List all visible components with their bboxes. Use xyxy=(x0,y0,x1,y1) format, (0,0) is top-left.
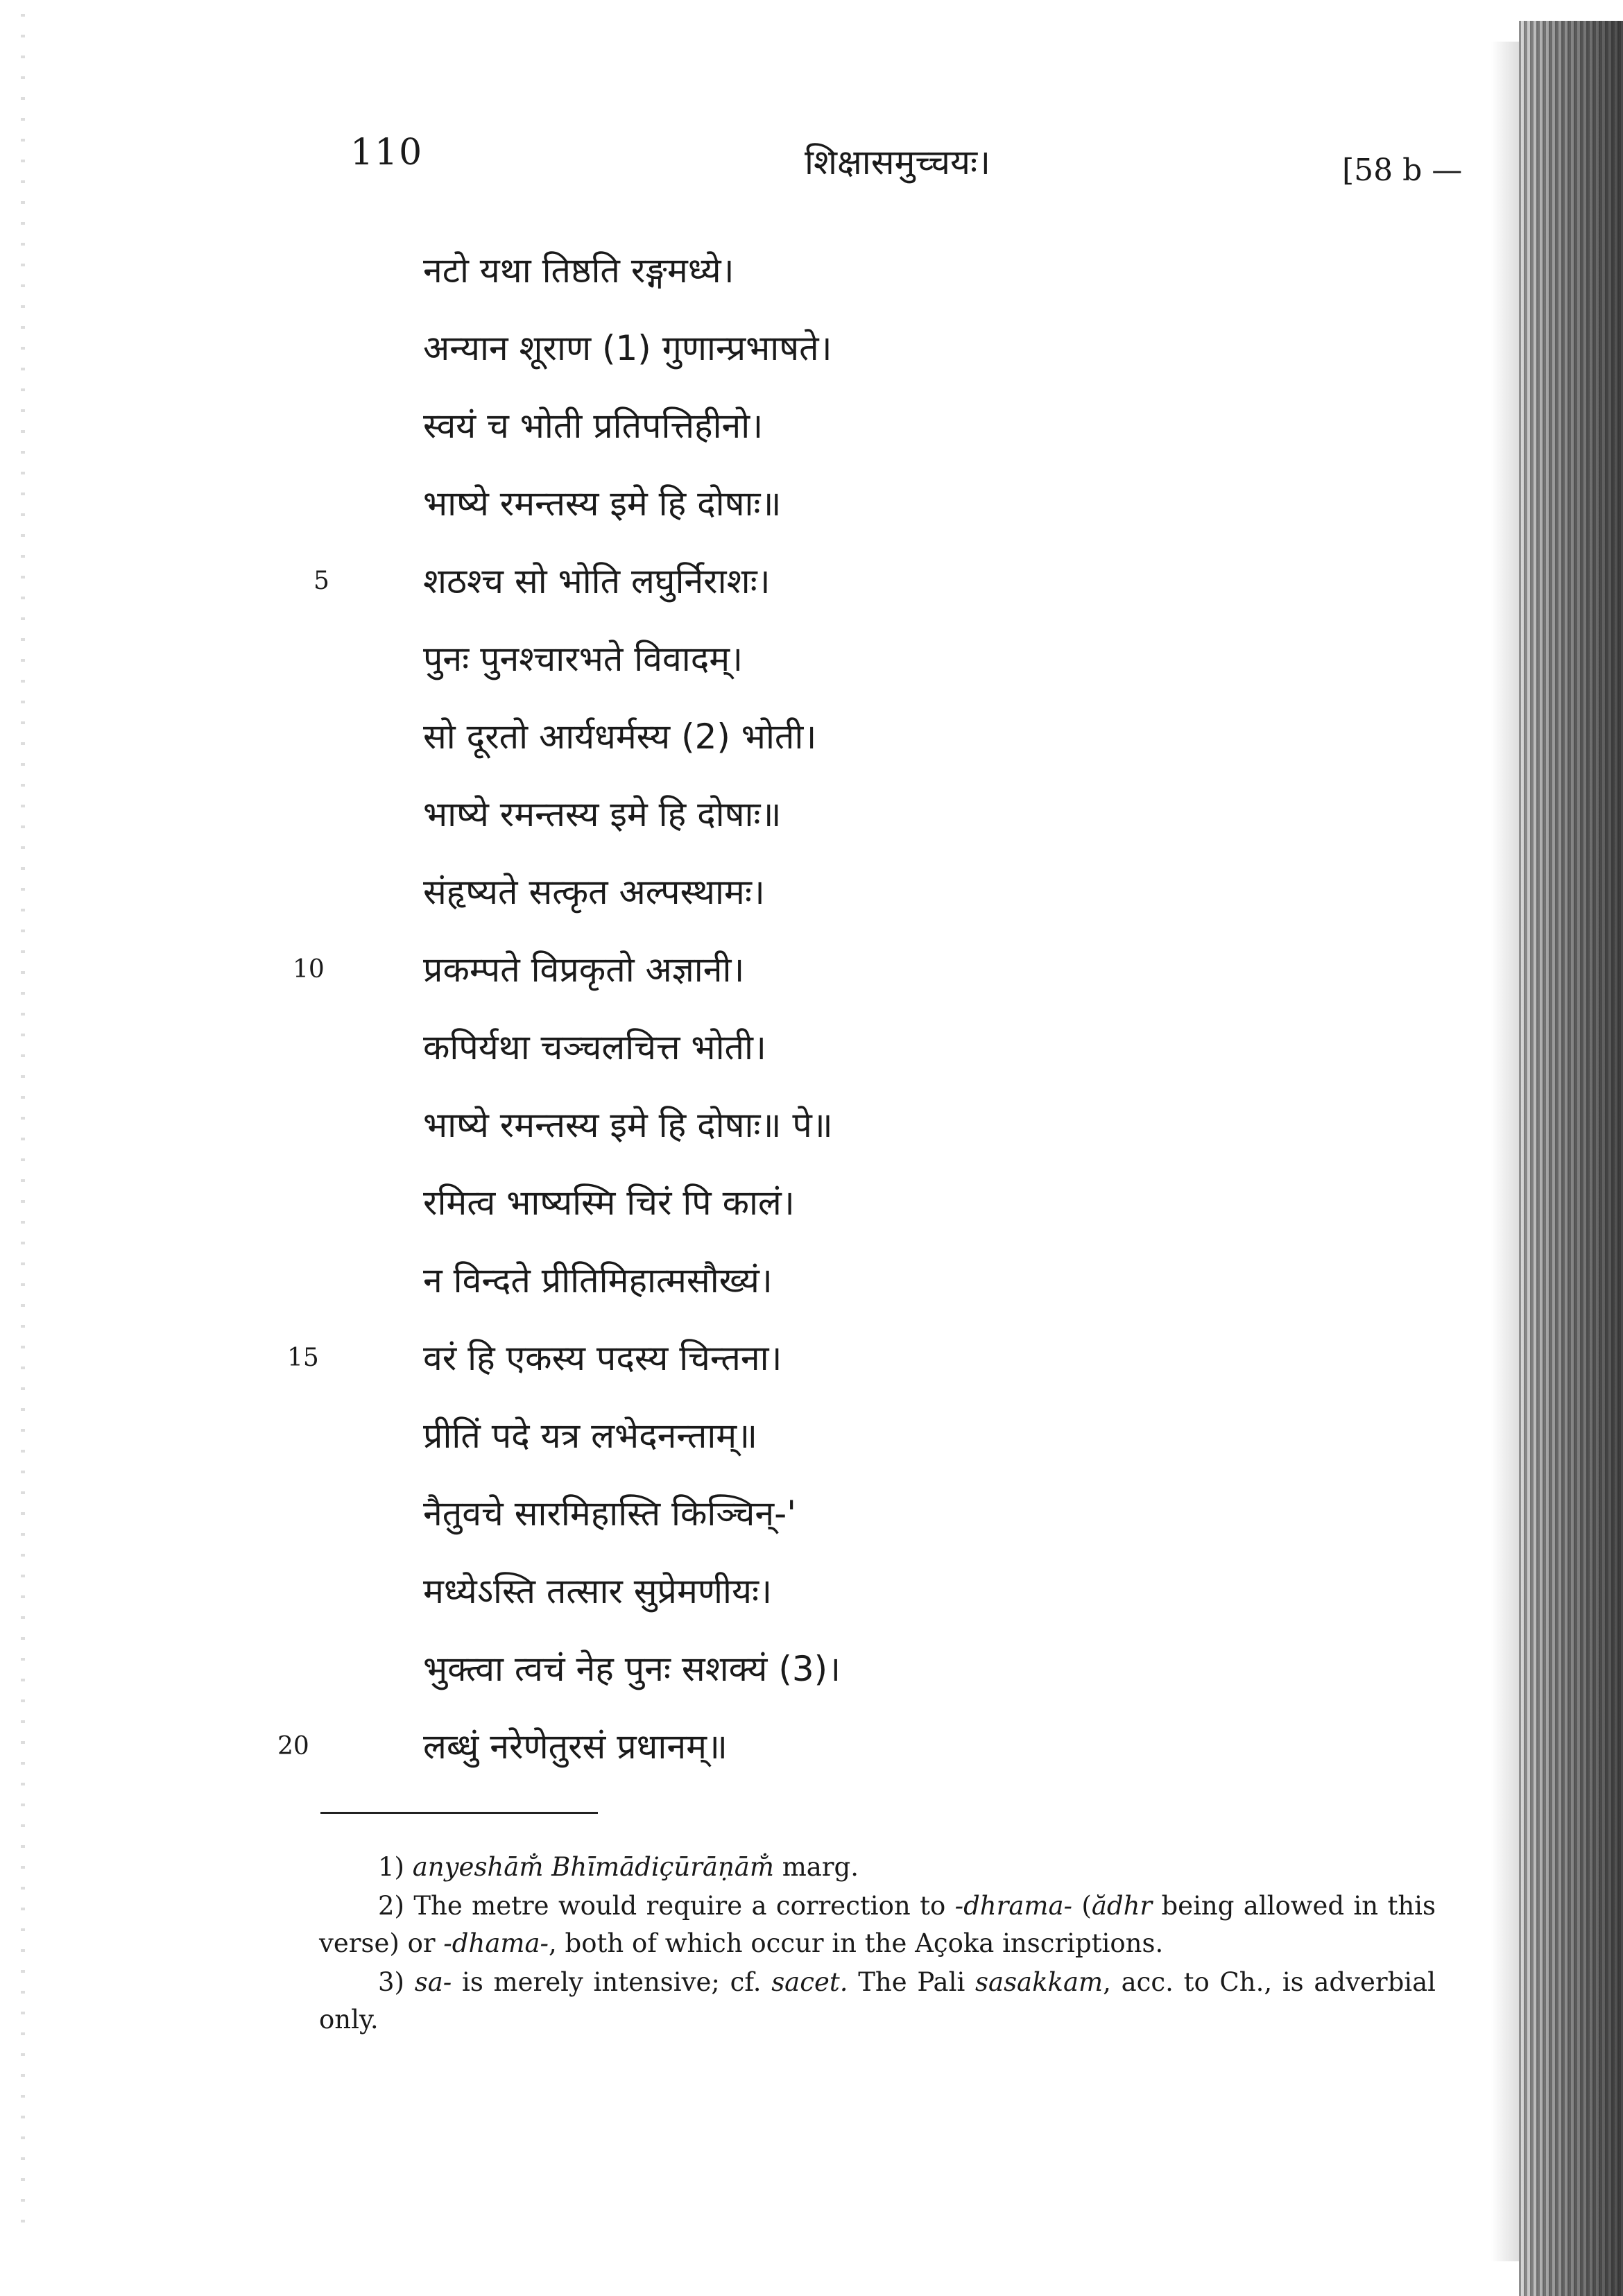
footnote-text: sacet. xyxy=(771,1967,848,1997)
verse-line: स्वयं च भोती प्रतिपत्तिहीनो। xyxy=(423,406,764,446)
line-number: 15 xyxy=(287,1344,319,1372)
verse-line: भाष्ये रमन्तस्य इमे हि दोषाः॥ xyxy=(423,483,782,524)
footnote-marker: 3) xyxy=(378,1967,404,1997)
scan-edge-dark-border xyxy=(1519,21,1623,2296)
footnotes xyxy=(319,1849,1436,2040)
line-number: 5 xyxy=(314,567,329,595)
verse-line: पुनः पुनश्चारभते विवादम्। xyxy=(423,639,744,679)
verse-line: सो दूरतो आर्यधर्मस्य (2) भोती। xyxy=(423,717,817,757)
verse-line: लब्धुं नरेणेतुरसं प्रधानम्॥ xyxy=(423,1727,728,1767)
line-number: 10 xyxy=(293,955,325,984)
folio-reference: [58 b — xyxy=(1342,153,1463,188)
footnote-text: -dhama- xyxy=(443,1928,549,1958)
verse-line: अन्यान शूराण (1) गुणान्प्रभाषते। xyxy=(423,328,832,368)
verse-line: मध्येऽस्ति तत्सार सुप्रेमणीयः। xyxy=(423,1571,773,1611)
verse-line: रमित्व भाष्यस्मि चिरं पि कालं। xyxy=(423,1183,795,1223)
verse-line: नैतुवचे सारमिहास्ति किञ्चिन्-' xyxy=(423,1493,796,1534)
footnote-text: , both of which occur in the Açoka inscriptions. xyxy=(549,1928,1164,1958)
verse-line: नटो यथा तिष्ठति रङ्गमध्ये। xyxy=(423,250,735,291)
running-title: शिक्षासमुच्चयः। xyxy=(805,142,991,182)
page-header xyxy=(0,132,1623,201)
verse-line: भाष्ये रमन्तस्य इमे हि दोषाः॥ पे॥ xyxy=(423,1105,833,1145)
footnote-3 xyxy=(319,1964,1436,2039)
footnote-text: , acc. to Ch., is adverbial only. xyxy=(319,1967,1436,2034)
verse-line: शठश्च सो भोति लघुर्निराशः। xyxy=(423,561,771,601)
verse-line: वरं हि एकस्य पदस्य चिन्तना। xyxy=(423,1338,782,1378)
verse-line: भुक्त्वा त्वचं नेह पुनः सशक्यं (3)। xyxy=(423,1649,841,1689)
footnote-text: -dhrama- xyxy=(954,1891,1073,1921)
line-number: 20 xyxy=(277,1732,309,1760)
verse-line: न विन्दते प्रीतिमिहात्मसौख्यं। xyxy=(423,1260,773,1301)
footnote-text: is merely intensive; cf. xyxy=(452,1967,772,1997)
verse-line: कपिर्यथा चञ्चलचित्त भोती। xyxy=(423,1027,766,1068)
verse-line: प्रीतिं पदे यत्र लभेदनन्ताम्॥ xyxy=(423,1416,758,1456)
footnote-text: The metre would require a correction to xyxy=(413,1891,955,1921)
footnote-marker: 2) xyxy=(378,1891,404,1921)
scan-edge-shadow xyxy=(1491,42,1519,2261)
footnote-marker: 1) xyxy=(378,1852,404,1882)
verse-line: संहृष्यते सत्कृत अल्पस्थामः। xyxy=(423,872,765,912)
footnote-text: sa- xyxy=(414,1967,452,1997)
footnote-text: ( xyxy=(1072,1891,1092,1921)
footnote-text: marg. xyxy=(773,1852,859,1882)
footnote-text: ădhr xyxy=(1091,1891,1153,1921)
footnote-text: anyeshām̐ Bhīmādiçūrāṇām̐ xyxy=(412,1852,774,1882)
footnote-rule xyxy=(320,1812,598,1814)
scan-left-speckle xyxy=(21,14,25,2234)
footnote-2 xyxy=(319,1887,1436,1962)
footnote-1 xyxy=(319,1849,1436,1886)
verse-line: भाष्ये रमन्तस्य इमे हि दोषाः॥ xyxy=(423,794,782,834)
footnote-text: being allowed in this verse) or xyxy=(319,1891,1436,1958)
page-number: 110 xyxy=(350,132,424,173)
footnote-text: sasakkam xyxy=(975,1967,1104,1997)
footnote-text: The Pali xyxy=(848,1967,976,1997)
verse-line: प्रकम्पते विप्रकृतो अज्ञानी। xyxy=(423,950,745,990)
